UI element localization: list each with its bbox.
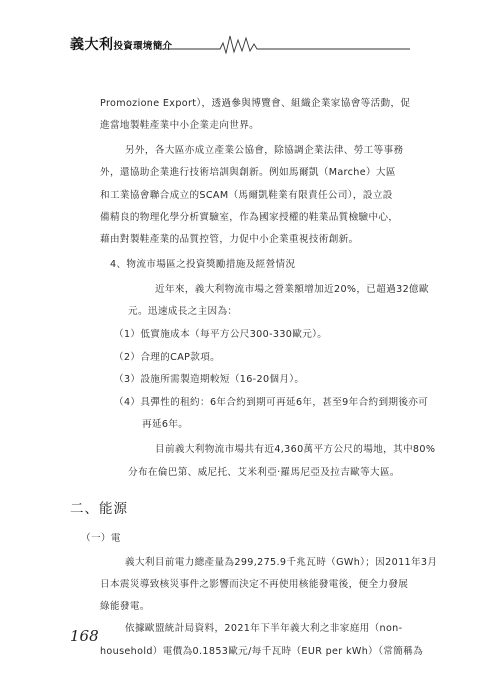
list-item: （2）合理的CAP款項。 [114, 352, 221, 363]
page-number: 168 [70, 627, 99, 645]
paragraph-line: 依據歐盟統計局資料，2021年下半年義大利之非家庭用（non- [125, 623, 403, 634]
list-item-continuation: 再延6年。 [142, 419, 189, 430]
header-title-main: 義大利 [70, 37, 114, 53]
paragraph-line: 藉由對製鞋產業的品質控管，力促中小企業重視技術創新。 [100, 234, 359, 245]
paragraph-line: 近年來，義大利物流市場之營業額增加近20%，已超過32億歐 [155, 284, 429, 295]
paragraph-line: 日本震災導致核災事件之影響而決定不再使用核能發電後，便全力發展 [100, 579, 409, 590]
list-item: （1）低實施成本（每平方公尺300-330歐元）。 [114, 329, 328, 340]
paragraph-line: 義大利目前電力總產量為299,275.9千兆瓦時（GWh）；因2011年3月 [125, 557, 438, 568]
section-title: 二、能源 [70, 501, 128, 517]
paragraph-line: 元。迅速成長之主因為： [128, 306, 238, 317]
paragraph-line: 分布在倫巴第、威尼托、艾米利亞·羅馬尼亞及拉吉歐等大區。 [128, 467, 400, 478]
list-item: （3）設施所需製造期較短（16-20個月）。 [114, 374, 305, 385]
paragraph-line: 另外，各大區亦成立產業公協會，除協調企業法律、勞工等事務 [125, 145, 404, 156]
paragraph-line: Promozione Export），透過參與博覽會、組織企業家協會等活動，促 [100, 98, 411, 109]
paragraph-line: 和工業協會聯合成立的SCAM（馬爾凱鞋業有限責任公司），設立設 [100, 190, 393, 201]
subsection-title: （一）電 [81, 533, 121, 544]
paragraph-line: 目前義大利物流市場共有近4,360萬平方公尺的場地，其中80% [155, 444, 436, 455]
paragraph-line: 綠能發電。 [100, 601, 150, 612]
header-title-sub: 投資環境簡介 [113, 41, 173, 52]
paragraph-line: 外，還協助企業進行技術培訓與創新。例如馬爾凱（Marche）大區 [100, 167, 396, 178]
paragraph-line: 進當地製鞋產業中小企業走向世界。 [100, 120, 260, 131]
paragraph-line: household）電價為0.1853歐元/每千瓦時（EUR per kWh）（常簡稱為 [100, 646, 424, 657]
header-heartbeat-rule [160, 34, 410, 54]
subsection-heading: 4、物流市場區之投資獎勵措施及經營情況 [110, 259, 296, 270]
running-header-title [70, 36, 172, 55]
paragraph-line: 備精良的物理化學分析實驗室，作為國家授權的鞋業品質檢驗中心， [100, 212, 399, 223]
list-item: （4）具彈性的租約：6年合約到期可再延6年，甚至9年合約到期後亦可 [114, 397, 429, 408]
